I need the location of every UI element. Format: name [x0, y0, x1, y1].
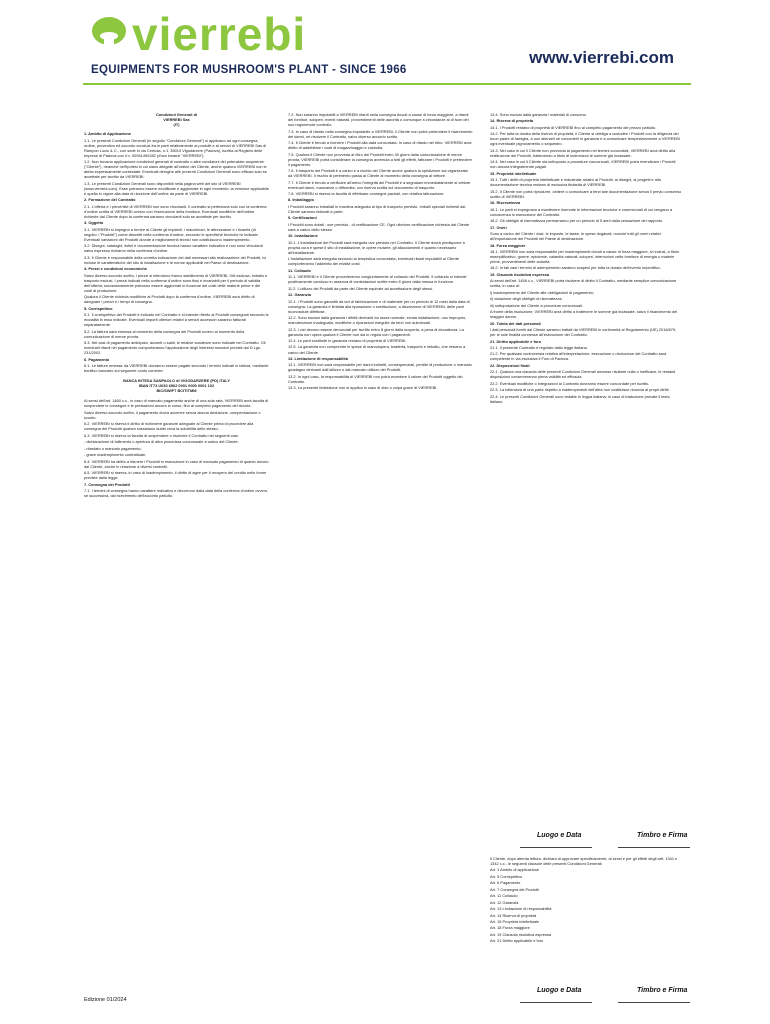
clause-paragraph: 17. Oneri — [490, 224, 507, 230]
clause-paragraph: 6.1. Le fatture emesse da VIERREBI dovranno essere pagate secondo i termini indicati in fattura, mediante bonifico bancario sul seguente conto corrente: — [84, 363, 269, 374]
clause-paragraph: Art. 14 Riserva di proprietà — [490, 912, 537, 918]
clause-paragraph: 5. Corrispettivo — [84, 305, 113, 311]
clause-paragraph: Art. 21 Diritto applicabile e foro — [490, 938, 544, 944]
clause-paragraph: 12.4. Le parti sostituite in garanzia restano di proprietà di VIERREBI. — [288, 338, 407, 344]
clause-paragraph: 12.3. I vizi devono essere denunciati per iscritto entro 8 giorni dalla scoperta, a pena di decadenza. La garanzia non opera qualora il Cliente non sia in regola con i pagamenti. — [288, 326, 464, 337]
clause-paragraph: L'installazione sarà eseguita secondo la tempistica concordata; eventuali ritardi imputabili al Cliente comporteranno l'addebito dei relativi costi. — [288, 256, 459, 267]
clause-paragraph: 15.2. Il Cliente non potrà riprodurre, cedere o comunicare a terzi tale documentazione senza il previo consenso scritto di VIERREBI. — [490, 188, 682, 199]
clause-paragraph: I Prodotti saranno imballati in maniera adeguata al tipo di trasporto previsto. Imballi speciali richiesti dal Cliente saranno fatturati a parte. — [288, 203, 466, 214]
header-divider — [83, 83, 691, 85]
clause-paragraph: 13. Limitazione di responsabilità — [288, 355, 348, 361]
signature-line — [618, 847, 690, 848]
column-3 — [490, 112, 682, 405]
column-2-clauses — [288, 112, 473, 390]
clause-paragraph: 10. Installazione — [288, 233, 318, 239]
clause-paragraph: 6.4. VIERREBI ha diritto a ritenere i Prodotti in esecuzione in caso di mancato pagamento di quanto dovuto dal Cliente, anche in relazione a diversi contratti. — [84, 458, 269, 469]
clause-paragraph: 7.4. Il Cliente è tenuto a ricevere i Prodotti alla data concordata. In caso di ritardo nel ritiro, VIERREBI avrà diritto di addebitare i costi di magazzinaggio e custodia. — [288, 140, 472, 151]
clause-paragraph: 6. Pagamento — [84, 356, 110, 362]
clause-paragraph: 13.4. Sono esclusi dalla garanzia i materiali di consumo. — [490, 112, 587, 117]
clause-paragraph: Salvo diverso accordo scritto, il pagamento dovrà avvenire senza alcuna deduzione, compensazione o sconto. — [84, 409, 261, 420]
place-date-line — [520, 847, 592, 848]
clause-paragraph: 13.3. La presente limitazione non si applica in caso di dolo o colpa grave di VIERREBI. — [288, 385, 438, 391]
clause-paragraph: 7.2. Non saranno imputabili a VIERREBI ritardi nella consegna dovuti a cause di forza maggiore, a ritardi dei fornitori, scioperi, eventi naturali, provvedimenti delle autorità o comunque a circostanze al di fuori del suo ragionevole controllo. — [288, 112, 469, 128]
clause-paragraph: 5.3. Nei casi di pagamento anticipato, acconti o saldi, le relative scadenze sono indicate nel Contratto. Gli eventuali ritardi nel pagamento comporteranno l'applicazione degli interessi moratori previsti dal D.Lgs. 231/2002. — [84, 340, 266, 356]
clause-paragraph: 5.2. La fattura sarà emessa al momento della consegna dei Prodotti ovvero al momento della comunicazione di merce pronta. — [84, 328, 245, 339]
clause-paragraph: 7.1. I termini di consegna hanno carattere indicativo e decorrono dalla data della conferma d'ordine ovvero, se successiva, dal ricevimento dell'acconto pattuito. — [84, 487, 269, 498]
mushroom-logo-icon — [90, 14, 128, 52]
clause-paragraph: 16. Riservatezza — [490, 200, 521, 206]
clause-paragraph: Ai sensi dell'art. 1456 c.c., VIERREBI potrà risolvere di diritto il Contratto, mediante semplice comunicazione scritta, in caso di: — [490, 278, 677, 289]
clause-paragraph: ii) violazione degli obblighi di riservatezza; — [490, 296, 563, 302]
stamp-signature-label: Timbro e Firma — [637, 832, 688, 839]
clause-paragraph: 22.4. Le presenti Condizioni Generali sono redatte in lingua italiana; in caso di traduzione prevale il testo italiano. — [490, 393, 670, 404]
clause-paragraph: 16.1. Le parti si impegnano a mantenere riservate le informazioni tecniche e commerciali di cui vengano a conoscenza in esecuzione del Contratto. — [490, 206, 673, 217]
clause-paragraph: 7.8. VIERREBI si riserva la facoltà di effettuare consegne parziali, con relativa fatturazione. — [288, 191, 445, 196]
clause-paragraph: Art. 11 Collaudo — [490, 893, 518, 899]
place-date-label-2: Luogo e Data — [537, 987, 582, 994]
bank-iban: IBAN IT73 U030 6962 0001 0000 0001 102 — [138, 383, 215, 389]
clause-paragraph: 3.1. VIERREBI si impegna a fornire al Cliente gli impianti, i macchinari, le attrezzature e i ricambi (di seguito i "Prodotti") come descritti nella conferma d'ordine, secondo le specifiche tecniche ivi indicate. Eventuali variazioni dei Prodotti dovute a miglioramenti tecnici non costituiscono inadempimento. — [84, 226, 259, 242]
bank-details — [84, 378, 269, 393]
clause-paragraph: 7.3. In caso di ritardo nella consegna imputabile a VIERREBI, il Cliente non potrà pretendere il risarcimento dei danni, né risolvere il Contratto, salvo diverso accordo scritto. — [288, 128, 473, 139]
clause-paragraph: 14.4. Nel caso in cui il Cliente sia sottoposto a procedure concorsuali, VIERREBI potrà rivendicare i Prodotti non ancora integralmente pagati. — [490, 159, 676, 170]
clause-paragraph: A fronte della risoluzione, VIERREBI avrà diritto a trattenere le somme già incassate, salvo il risarcimento del maggior danno. — [490, 309, 678, 320]
clause-paragraph: 14.3. Nel caso in cui il Cliente non provveda al pagamento nei termini concordati, VIERREBI avrà diritto alla restituzione dei Prodotti, trattenendo a titolo di indennizzo le somme già incassate. — [490, 147, 676, 158]
column-1-clauses-continued — [84, 398, 269, 498]
clause-paragraph: Art. 1 Ambito di applicazione — [490, 867, 540, 873]
doc-title — [84, 112, 269, 127]
clause-paragraph: 18.2. In tali casi i termini di adempimento saranno sospesi per tutta la durata dell'evento impeditivo. — [490, 265, 661, 271]
clause-paragraph: Il Cliente, dopo attenta lettura, dichiara di approvare specificamente, ai sensi e per gli effetti degli artt. 1341 e 1342 c.c., le seguenti clausole delle presenti Condizioni Generali: — [490, 856, 678, 867]
clause-paragraph: 7.6. Il trasporto dei Prodotti è a carico e a rischio del Cliente anche qualora la spedizione sia organizzata da VIERREBI. Il rischio di perimento passa al Cliente al momento della consegna al vettore. — [288, 168, 468, 179]
clause-paragraph: 14.1. I Prodotti restano di proprietà di VIERREBI fino al completo pagamento del prezzo pattuito. — [490, 124, 657, 130]
clause-paragraph: 10.1. L'installazione dei Prodotti sarà eseguita ove previsto nel Contratto. Il Cliente dovrà predisporre a propria cura e spese il sito di installazione, le opere murarie, gli allacciamenti e quanto necessario all'installazione. — [288, 239, 465, 255]
doc-title-line-2: VIERREBI Sas — [163, 117, 190, 123]
clause-paragraph: Sono a carico del Cliente i dazi, le imposte, le tasse, le spese doganali, nonché tutti gli oneri relativi all'importazione dei Prodotti nel Paese di destinazione. — [490, 231, 661, 242]
doc-title-line-1: Condizioni Generali di — [155, 112, 198, 117]
doc-title-line-3: (IT) — [173, 122, 180, 128]
clause-paragraph: 21. Diritto applicabile e foro — [490, 338, 542, 344]
clause-paragraph: i) inadempimento del Cliente alle obbligazioni di pagamento; — [490, 289, 594, 295]
place-date-label: Luogo e Data — [537, 832, 582, 839]
clause-paragraph: Qualora il Cliente richieda modifiche ai Prodotti dopo la conferma d'ordine, VIERREBI avrà diritto di adeguare i prezzi e i tempi di consegna. — [84, 294, 255, 305]
clause-paragraph: 11.1. VIERREBI e il Cliente procederanno congiuntamente al collaudo dei Prodotti. Il collaudo si intende positivamente concluso in assenza di contestazioni scritte entro 8 giorni dalla messa in funzione. — [288, 274, 467, 285]
clause-paragraph: Art. 13 Limitazione di responsabilità — [490, 906, 552, 912]
edition-footer: Edizione 01/2024 — [84, 997, 127, 1003]
brand-name: vierrebi — [132, 8, 307, 60]
clause-paragraph: 15.1. Tutti i diritti di proprietà intellettuale e industriale relativi ai Prodotti, ai disegni, ai progetti e alla documentazione tecnica restano di esclusiva titolarità di VIERREBI. — [490, 177, 661, 188]
clause-paragraph: 2. Formazione del Contratto — [84, 197, 136, 203]
clause-paragraph: 8. Imballaggio — [288, 197, 314, 203]
signature-line-2 — [618, 1002, 690, 1003]
brand-tagline: EQUIPMENTS FOR MUSHROOM'S PLANT - SINCE 1966 — [91, 64, 407, 76]
clause-paragraph: 11. Collaudo — [288, 267, 311, 273]
clause-paragraph: 4. Prezzi e condizioni economiche — [84, 266, 147, 272]
clause-paragraph: 19. Clausola risolutiva espressa — [490, 271, 550, 277]
clause-paragraph: Art. 18 Forza maggiore — [490, 925, 530, 931]
clause-paragraph: Art. 15 Proprietà intellettuale — [490, 918, 540, 924]
clause-paragraph: 5.1. Il corrispettivo dei Prodotti è indicato nel Contratto e si intende riferito ai Prodotti consegnati secondo le modalità in esso indicate. Eventuali importi ulteriori relativi a servizi accessori saranno fatturati separatamente. — [84, 312, 269, 328]
clause-paragraph: 11.2. L'utilizzo dei Prodotti da parte del Cliente equivale ad accettazione degli stessi. — [288, 285, 434, 291]
clause-paragraph: 12.2. Sono esclusi dalla garanzia i difetti derivanti da usura normale, errata installazione, uso improprio, manutenzione inadeguata, modifiche o riparazioni eseguite da terzi non autorizzati. — [288, 315, 467, 326]
clause-paragraph: 13.2. In ogni caso, la responsabilità di VIERREBI non potrà eccedere il valore dei Prodotti oggetto del Contratto. — [288, 373, 463, 384]
clause-paragraph: 1.1. Le presenti Condizioni Generali (in seguito "Condizioni Generali") si applicano ad ogni consegna, ordine, preventivo ed accordo conclusi fra le parti relativamente ai prodotti e ai servizi di VIERREBI Sas di Rampon Lucio & C., con sede in via Certosa, n.1, 35010 Vigodarzere (Padova), iscritta al Registro delle Imprese di Padova con il n. 00941490282 (d'ora innanzi "VIERREBI"). — [84, 137, 267, 158]
clause-paragraph: 6.3. VIERREBI si riserva la facoltà di sospendere o risolvere il Contratto nei seguenti casi: — [84, 432, 239, 438]
clause-paragraph: 7.7. Il Cliente è tenuto a verificare all'arrivo l'integrità dei Prodotti e a segnalare immediatamente al vettore eventuali danni, mancanze o difformità, con riserva scritta sul documento di trasporto. — [288, 179, 471, 190]
clause-paragraph: 12.1. I Prodotti sono garantiti da vizi di fabbricazione e di materiale per un periodo di 12 mesi dalla data di consegna. La garanzia è limitata alla riparazione o sostituzione, a discrezione di VIERREBI, delle parti riconosciute difettose. — [288, 298, 470, 314]
clause-paragraph: 1.3. Le presenti Condizioni Generali sono disponibili nella pagina web del sito di VIERREBI (www.vierrebi.com). Esse potranno essere modificate e aggiornate in ogni momento; la versione applicabile è quella in vigore alla data di ricezione dell'ordine da parte di VIERREBI. — [84, 180, 269, 196]
clause-paragraph: Art. 12 Garanzia — [490, 899, 519, 905]
clause-paragraph: 12. Garanzia — [288, 292, 311, 298]
clause-paragraph: 22.3. La tolleranza di una parte rispetto a inadempimenti dell'altra non costituisce rinuncia ai propri diritti. — [490, 387, 670, 393]
bank-swift: BIC/SWIFT BCITITMM — [156, 388, 197, 394]
clause-paragraph: 22. Disposizioni finali — [490, 362, 530, 368]
clause-paragraph: - dichiarazione di fallimento o apertura di altra procedura concorsuale a carico del Cliente; — [84, 439, 239, 445]
clause-paragraph: 22.2. Eventuali modifiche o integrazioni al Contratto dovranno essere concordate per iscritto. — [490, 380, 650, 386]
clause-paragraph: Art. 6 Pagamento — [490, 880, 521, 886]
column-3-clauses — [490, 112, 682, 404]
bank-name: BANCA INTESA SANPAOLO di VIGODARZERE (PD) ITALY — [123, 378, 230, 384]
clause-paragraph: 22.1. Qualora una clausola delle presenti Condizioni Generali dovesse risultare nulla o inefficace, le restanti disposizioni conserveranno piena validità ed efficacia. — [490, 369, 676, 380]
clause-paragraph: 6.5. VIERREBI si riserva, in caso di inadempimento, il diritto di agire per il recupero del credito nelle forme previste dalla legge. — [84, 470, 267, 481]
place-date-line-2 — [520, 1002, 592, 1003]
clause-paragraph: - grave inadempimento contrattuale. — [84, 452, 147, 458]
clause-paragraph: Ai sensi dell'art. 1460 c.c., in caso di mancato pagamento anche di una sola rata, VIERREBI avrà facoltà di sospendere le consegne e le prestazioni ancora in corso, fino al completo pagamento del dovuto. — [84, 398, 269, 409]
clause-paragraph: 1. Ambito di Applicazione — [84, 131, 132, 137]
clause-paragraph: Art. 7 Consegna dei Prodotti — [490, 886, 539, 892]
clause-paragraph: 21.1. Il presente Contratto è regolato dalla legge italiana. — [490, 344, 588, 350]
clause-paragraph: iii) sottoposizione del Cliente a procedure concorsuali. — [490, 302, 583, 308]
clause-paragraph: 1.2. Non trovano applicazione condizioni generali di contratto o altre condizioni del potenziale acquirente ("Cliente"), neanche nell'ipotesi in cui siano allegate all'ordine del Cliente, anche qualora VIERREBI non le abbia espressamente contestate. Eventuali deroghe alle presenti Condizioni Generali sono efficaci solo se accettate per iscritto da VIERREBI. — [84, 159, 267, 180]
clause-paragraph: 3.2. Disegni, cataloghi, listini e documentazione tecnica hanno carattere indicativo e non sono vincolanti salvo espresso richiamo nella conferma d'ordine. — [84, 243, 263, 254]
clause-paragraph: 18.1. VIERREBI non sarà responsabile per inadempimenti dovuti a cause di forza maggiore, ivi inclusi, a titolo esemplificativo, guerre, epidemie, calamità naturali, scioperi, interruzioni nelle forniture di energia o materie prime, provvedimenti delle autorità. — [490, 248, 680, 265]
column-2 — [288, 112, 473, 392]
clause-paragraph: 12.5. La garanzia non comprende le spese di manodopera, trasferta, trasporto e imballo, che restano a carico del Cliente. — [288, 344, 466, 355]
clause-paragraph: I dati personali forniti dal Cliente saranno trattati da VIERREBI in conformità al Regolamento (UE) 2016/679, per le sole finalità connesse all'esecuzione del Contratto. — [490, 327, 677, 338]
clause-paragraph: 7.5. Qualora il Cliente non provveda al ritiro dei Prodotti entro 30 giorni dalla comunicazione di merce pronta, VIERREBI potrà considerare la consegna avvenuta a tutti gli effetti, fatturare i Prodotti e pretendere il pagamento. — [288, 151, 472, 167]
clause-paragraph: 3. Oggetto — [84, 220, 104, 226]
approved-clauses-list — [490, 856, 682, 943]
clause-paragraph: 21.2. Per qualsiasi controversia relativa all'interpretazione, esecuzione o risoluzione del Contratto sarà competente in via esclusiva il Foro di Padova. — [490, 351, 667, 362]
clause-paragraph: 3.3. Il Cliente è responsabile della corretta indicazione dei dati necessari alla realizzazione dei Prodotti, ivi incluse le caratteristiche del sito di installazione e le norme applicabili nel Paese di destinazione. — [84, 254, 267, 265]
clause-paragraph: Art. 19 Clausola risolutiva espressa — [490, 931, 551, 937]
clause-paragraph: 13.1. VIERREBI non sarà responsabile per danni indiretti, consequenziali, perdite di produzione o mancato guadagno derivanti dall'utilizzo o dal mancato utilizzo dei Prodotti. — [288, 362, 472, 373]
clause-paragraph: 16.2. Gli obblighi di riservatezza permarranno per un periodo di 5 anni dalla cessazione del rapporto. — [490, 218, 664, 224]
clause-paragraph: 2.1. L'offerta e i preventivi di VIERREBI non sono vincolanti. Il contratto si perfeziona solo con la conferma d'ordine scritta di VIERREBI ovvero con l'esecuzione della fornitura. Eventuali modifiche dell'ordine richieste dal Cliente dopo la conferma saranno vincolanti solo se accettate per iscritto. — [84, 203, 267, 219]
website-link[interactable]: www.vierrebi.com — [529, 48, 674, 67]
clause-paragraph: I Prodotti sono dotati - ove previsto - di certificazione CE. Ogni ulteriore certificazione richiesta dal Cliente sarà a carico dello stesso. — [288, 221, 470, 232]
page-header — [0, 0, 770, 88]
approval-block — [490, 856, 682, 945]
clause-paragraph: 14.2. Per tutta la durata della riserva di proprietà, il Cliente si obbliga a custodire i Prodotti con la diligenza del buon padre di famiglia, a non alienarli né concederli in garanzia e a comunicare tempestivamente a VIERREBI ogni eventuale pignoramento o sequestro. — [490, 131, 680, 147]
clause-paragraph: 7. Consegna dei Prodotti — [84, 481, 130, 487]
clause-paragraph: 20. Tutela dei dati personali — [490, 320, 541, 326]
stamp-signature-label-2: Timbro e Firma — [637, 987, 688, 994]
column-1-clauses — [84, 131, 269, 373]
clause-paragraph: 14. Riserva di proprietà — [490, 118, 534, 124]
clause-paragraph: Art. 5 Corrispettivo — [490, 873, 523, 879]
clause-paragraph: 15. Proprietà intellettuale — [490, 170, 537, 176]
clause-paragraph: 9. Certificazioni — [288, 215, 317, 221]
clause-paragraph: Salvo diverso accordo scritto, i prezzi si intendono franco stabilimento di VIERREBI, IVA esclusa, imballo e trasporto esclusi. I prezzi indicati nella conferma d'ordine sono fissi e invariabili per il periodo di validità dell'offerta; successivamente potranno essere aggiornati in funzione dei costi delle materie prime e dei costi di produzione. — [84, 272, 268, 293]
clause-paragraph: 18. Forza maggiore — [490, 242, 526, 248]
column-1 — [84, 112, 269, 499]
clause-paragraph: - ritardato o mancato pagamento; — [84, 445, 142, 451]
clause-paragraph: 6.2. VIERREBI si riserva il diritto di richiedere garanzie adeguate al Cliente prima di procedere alla consegna dei Prodotti qualora sussistano dubbi circa la solvibilità dello stesso. — [84, 421, 254, 432]
